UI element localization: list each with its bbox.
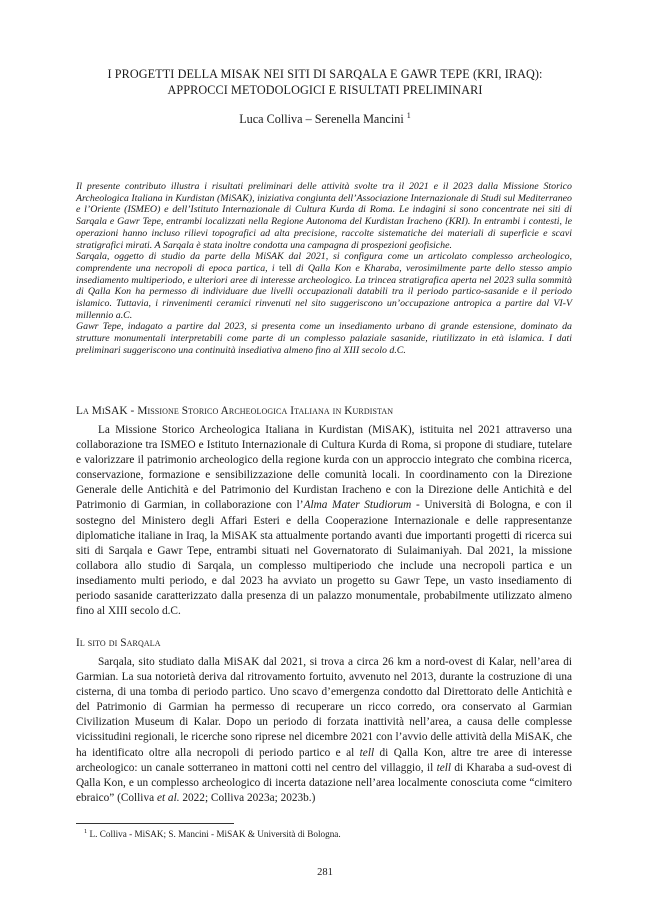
section-body-sarqala [76,655,572,806]
footnote [84,828,564,840]
sarqala-tell-2: tell [436,761,452,774]
sarqala-text-b: di Qalla Kon, altre tre aree di interesse archeologico: un canale sotterraneo in mattoni cotti nel centro del villaggio, il [76,746,572,774]
body-paragraph-sarqala [76,655,572,806]
section-heading-misak: La MiSAK - Missione Storico Archeologica Italiana in Kurdistan [76,405,394,417]
body-text-part-cont: - Università di Bologna, e con il sostegno del Ministero degli Affari Esteri e della Cooperazione Internazionale e delle rappresentanze diplomatiche italiane in Iraq, la MiSAK sta attualmente portando avanti due importanti progetti di ricerca sui siti di Sarqala e Gawr Tepe, entrambi situati nel Governatorato di Sulaimaniyah. Dal 2021, la missione collabora allo studio di Sarqala, un complesso multiperiodo che include una necropoli partica e un insediamento multi periodo, e dal 2023 ha avviato un progetto su Gawr Tepe, un vasto insediamento di periodo sasanide caratterizzato dalla presenza di un palazzo monumentale, probabilmente utilizzato almeno fino al XIII secolo d.C. [76,499,572,618]
paper-title [70,66,580,98]
body-text-alma-mater: Alma Mater Studiorum [303,499,412,512]
footnote-mark: 1 [84,827,88,835]
body-text-part: La Missione Storico Archeologica Italiana in Kurdistan (MiSAK), istituita nel 2021 attraverso una collaborazione tra ISMEO e Istituto Internazionale di Cultura Kurda di Roma, si propone di studiare, tutelare e valorizzare il patrimonio archeologico della regione kurda con un approccio integrato che combina ricerca, conservazione, formazione e sensibilizzazione delle comunità locali. In coordinamento con la Direzione Generale delle Antichità e del Patrimonio del Kurdistan Iracheno e con la Direzione delle Antichità e del Patrimonio di Garmian, in collaborazione con l’ [76,424,572,512]
abstract-paragraph-2 [76,251,572,321]
abstract-p2-text-cont: di Qalla Kon e Kharaba, verosimilmente parte dello stesso ampio insediamento multiperiodo, e ulteriori aree di interesse archeologico. La trincea stratigrafica aperta nel 2023 sulla sommità di Qalla Kon ha permesso di individuare due livelli occupazionali databili tra il periodo partico-sasanide e il periodo islamico. Tuttavia, i rinvenimenti ceramici rinvenuti nel sito suggeriscono un’occupazione antropica a partire dal VI-V millennio a.C. [76,262,572,321]
author-footnote-mark: 1 [406,110,411,120]
title-line-2: APPROCCI METODOLOGICI E RISULTATI PRELIMINARI [167,83,483,97]
sarqala-text-c: di Kharaba a sud-ovest di Qalla Kon, e un complesso archeologico di incerta datazione nell’area localmente conosciuta come “cimitero ebraico” (Colliva [76,761,572,804]
abstract [76,181,572,357]
author-names: Luca Colliva – Serenella Mancini [239,112,404,126]
authors-line [70,111,580,127]
page-number: 281 [317,867,333,878]
sarqala-text-d: 2022; Colliva 2023a; 2023b.) [179,791,316,804]
footnote-divider [76,823,234,824]
sarqala-et-al: et al. [156,791,180,804]
abstract-paragraph-1: Il presente contributo illustra i risultati preliminari delle attività svolte tra il 2021 e il 2023 dalla Missione Storico Archeologica Italiana in Kurdistan (MiSAK), iniziativa congiunta dell’Associazione Internazionale di Studi sul Mediterraneo e l’Oriente (ISMEO) e dell’Istituto Internazionale di Cultura Kurda di Roma. Le indagini si sono concentrate nei siti di Sarqala e Gawr Tepe, entrambi localizzati nella Regione Autonoma del Kurdistan Iracheno (KRI). In entrambi i contesti, le operazioni hanno incluso rilievi topografici ad alta precisione, raccolte sistematiche dei materiali di superficie e scavi stratigrafici mirati. A Sarqala è stata inoltre condotta una campagna di prospezioni geofisiche. [76,181,572,251]
footnote-text: L. Colliva - MiSAK; S. Mancini - MiSAK & Università di Bologna. [87,829,341,839]
sarqala-text-a: Sarqala, sito studiato dalla MiSAK dal 2021, si trova a circa 26 km a nord-ovest di Kalar, nell’area di Garmian. La sua notorietà deriva dal ritrovamento fortuito, avvenuto nel 2013, durante la costruzione di una cisterna, di una tomba di periodo partico. Uno scavo d’emergenza condotto dal Direttorato delle Antichità e del Patrimonio di Garmian ha permesso di recuperare un ricco corredo, ora conservato al Garmian Civilization Museum di Kalar. Dopo un periodo di forzata inattività nell’area, a causa delle complesse vicissitudini regionali, le ricerche sono riprese nel dicembre 2021 con l’avvio delle attività della MiSAK, che ha identificato oltre alla necropoli di periodo partico e al [76,656,572,759]
section-heading-sarqala: Il sito di Sarqala [76,637,161,649]
title-line-1: I PROGETTI DELLA MISAK NEI SITI DI SARQALA E GAWR TEPE (KRI, IRAQ): [107,67,543,81]
body-paragraph-misak [76,423,572,619]
sarqala-tell-1: tell [359,746,375,759]
section-body-misak [76,423,572,619]
abstract-p2-tell: tell [278,262,292,274]
abstract-paragraph-3: Gawr Tepe, indagato a partire dal 2023, si presenta come un insediamento urbano di grande estensione, dominato da strutture monumentali interpretabili come parte di un complesso palaziale sasanide, riutilizzato in età islamica. I dati preliminari suggeriscono una continuità insediativa almeno fino al XIII secolo d.C. [76,321,572,356]
abstract-p2-text: Sarqala, oggetto di studio da parte della MiSAK dal 2021, si configura come un articolato complesso archeologico, comprendente una necropoli di epoca partica, i [76,251,572,274]
